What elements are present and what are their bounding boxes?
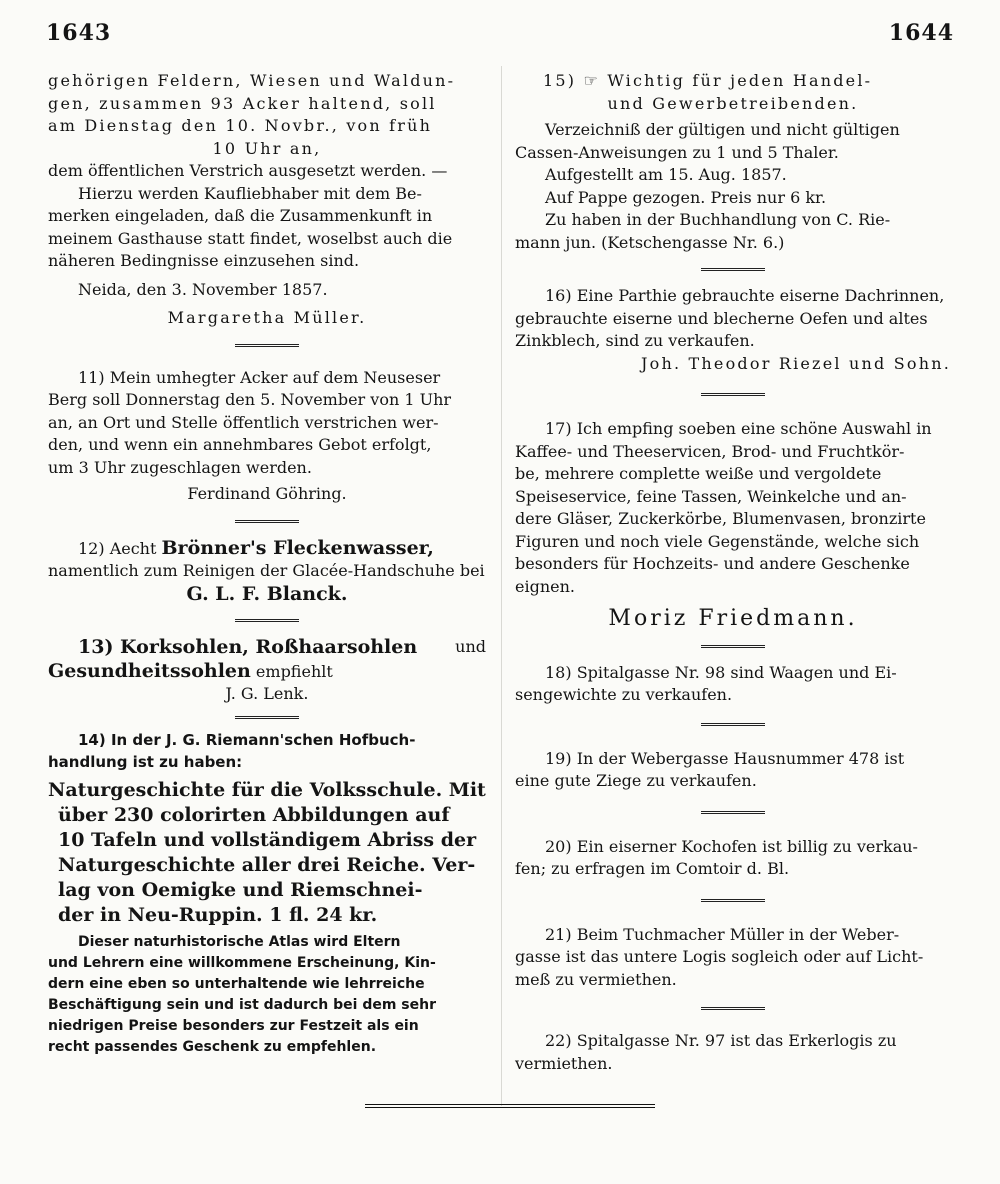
separator — [701, 268, 765, 271]
signature: Margaretha Müller. — [167, 308, 367, 327]
ad-13 — [48, 636, 486, 706]
left-column — [48, 70, 486, 1058]
text-line: über 230 colorirten Abbildungen auf — [58, 803, 450, 826]
ad-18 — [515, 662, 951, 707]
ad-17 — [515, 418, 951, 631]
seller-name: G. L. F. Blanck. — [186, 582, 348, 605]
text-line: 22) Spitalgasse Nr. 97 ist das Erkerlogis zu — [545, 1031, 897, 1050]
separator — [701, 393, 765, 396]
ad-15 — [515, 70, 951, 254]
book-title — [48, 778, 486, 928]
text-line: 16) Eine Parthie gebrauchte eiserne Dachrinnen, — [545, 286, 945, 305]
text-word: empfiehlt — [255, 661, 333, 681]
product-name: Brönner's Fleckenwasser, — [161, 536, 434, 559]
product-name: Gesundheitssohlen — [48, 659, 251, 682]
text-line: meß zu vermiethen. — [515, 969, 677, 989]
text-line: Aufgestellt am 15. Aug. 1857. — [545, 165, 787, 184]
text-line: 17) Ich empfing soeben eine schöne Auswahl in — [545, 419, 932, 438]
text-line: gehörigen Feldern, Wiesen und Waldun- — [48, 71, 456, 90]
text-line: und Lehrern eine willkommene Erscheinung, Kin- — [48, 954, 436, 971]
column-divider — [501, 66, 502, 1106]
text-line: 10 Uhr an, — [212, 138, 322, 158]
text-line: der in Neu-Ruppin. 1 fl. 24 kr. — [58, 903, 378, 926]
text-line: eignen. — [515, 576, 575, 596]
text-line: Naturgeschichte für die Volksschule. Mit — [48, 778, 486, 801]
text-line: dere Gläser, Zuckerkörbe, Blumenvasen, bronzirte — [515, 509, 926, 528]
page-number-right: 1644 — [888, 20, 954, 46]
text-line: Zu haben in der Buchhandlung von C. Rie- — [545, 210, 891, 229]
ad-21 — [515, 924, 951, 992]
text-line: Hierzu werden Kaufliebhaber mit dem Be- — [78, 183, 422, 203]
text-line: an, an Ort und Stelle öffentlich verstrichen wer- — [48, 412, 439, 432]
text-line: gen, zusammen 93 Acker haltend, soll — [48, 93, 437, 113]
ad-number: 12) Aecht — [78, 538, 157, 558]
text-line: be, mehrere complette weiße und vergoldete — [515, 464, 882, 483]
text-line: namentlich zum Reinigen der Glacée-Handschuhe bei — [48, 561, 485, 580]
text-line: Verzeichniß der gültigen und nicht gültigen — [545, 120, 900, 139]
text-line: fen; zu erfragen im Comtoir d. Bl. — [515, 859, 790, 878]
separator — [701, 1007, 765, 1010]
text-line: Figuren und noch viele Gegenstände, welche sich — [515, 531, 920, 551]
ad-16 — [515, 285, 951, 375]
signature: Moriz Friedmann. — [608, 606, 858, 631]
ad-22 — [515, 1030, 951, 1075]
text-line — [48, 660, 486, 684]
date-line: Neida, den 3. November 1857. — [78, 279, 328, 299]
text-line: näheren Bedingnisse einzusehen sind. — [48, 251, 360, 270]
book-description — [48, 932, 486, 1058]
text-line: recht passendes Geschenk zu empfehlen. — [48, 1038, 377, 1055]
separator — [235, 716, 299, 719]
text-line: Speiseservice, feine Tassen, Weinkelche und an- — [515, 486, 907, 506]
text-line: 14) In der J. G. Riemann'schen Hofbuch- — [78, 730, 416, 749]
separator — [701, 723, 765, 726]
text-line: mann jun. (Ketschengasse Nr. 6.) — [515, 232, 785, 252]
ad-10-continuation — [48, 70, 486, 330]
text-line: am Dienstag den 10. Novbr., von früh — [48, 116, 433, 135]
product-name: 13) Korksohlen, Roßhaarsohlen — [78, 636, 418, 658]
text-line: 11) Mein umhegter Acker auf dem Neuseser — [78, 367, 441, 387]
text-line: gasse ist das untere Logis sogleich oder auf Licht- — [515, 947, 924, 966]
text-line: 10 Tafeln und vollständigem Abriss der — [58, 828, 477, 851]
text-line: 15) ☞ Wichtig für jeden Handel- — [543, 71, 873, 90]
text-line: vermiethen. — [515, 1053, 613, 1073]
signature: Joh. Theodor Riezel und Sohn. — [641, 353, 951, 373]
text-line: Beschäftigung sein und ist dadurch bei dem sehr — [48, 996, 437, 1013]
text-line — [48, 636, 486, 660]
separator — [701, 645, 765, 648]
text-line — [48, 537, 486, 561]
text-line: gebrauchte eiserne und blecherne Oefen und altes — [515, 308, 928, 328]
text-line: Auf Pappe gezogen. Preis nur 6 kr. — [545, 187, 827, 207]
end-rule — [365, 1104, 655, 1108]
page-number-left: 1643 — [46, 20, 112, 46]
signature: Ferdinand Göhring. — [187, 484, 347, 503]
text-word: und — [455, 637, 486, 656]
ad-12 — [48, 537, 486, 606]
ad-14 — [48, 729, 486, 1058]
text-line: um 3 Uhr zugeschlagen werden. — [48, 457, 312, 477]
separator — [235, 520, 299, 523]
seller-name: J. G. Lenk. — [225, 684, 309, 703]
separator — [235, 619, 299, 622]
text-line: Cassen-Anweisungen zu 1 und 5 Thaler. — [515, 142, 839, 162]
text-line: 18) Spitalgasse Nr. 98 sind Waagen und Ei- — [545, 662, 897, 682]
right-column — [515, 70, 951, 1075]
text-line: Berg soll Donnerstag den 5. November von 1 Uhr — [48, 390, 452, 409]
ad-11 — [48, 367, 486, 506]
text-line: besonders für Hochzeits- und andere Geschenke — [515, 554, 910, 573]
text-line: handlung ist zu haben: — [48, 753, 243, 771]
text-line: Kaffee- und Theeservicen, Brod- und Fruchtkör- — [515, 441, 905, 461]
text-line: merken eingeladen, daß die Zusammenkunft in — [48, 206, 433, 225]
separator — [701, 899, 765, 902]
text-line: Dieser naturhistorische Atlas wird Eltern — [78, 933, 401, 950]
text-line: niedrigen Preise besonders zur Festzeit als ein — [48, 1017, 419, 1034]
text-line: 20) Ein eiserner Kochofen ist billig zu verkau- — [545, 836, 918, 856]
text-line: dern eine eben so unterhaltende wie lehrreiche — [48, 975, 425, 992]
text-line: sengewichte zu verkaufen. — [515, 685, 733, 704]
ad-19 — [515, 748, 951, 793]
separator — [235, 344, 299, 347]
separator — [701, 811, 765, 814]
text-line: und Gewerbetreibenden. — [607, 93, 859, 113]
ad-20 — [515, 836, 951, 881]
text-line: lag von Oemigke und Riemschnei- — [58, 878, 423, 901]
text-line: 19) In der Webergasse Hausnummer 478 ist — [545, 748, 905, 768]
text-line: Zinkblech, sind zu verkaufen. — [515, 331, 755, 350]
text-line: dem öffentlichen Verstrich ausgesetzt werden. — — [48, 161, 448, 180]
text-line: 21) Beim Tuchmacher Müller in der Weber- — [545, 924, 900, 944]
text-line: Naturgeschichte aller drei Reiche. Ver- — [58, 853, 476, 876]
text-line: eine gute Ziege zu verkaufen. — [515, 771, 757, 790]
text-line: meinem Gasthause statt findet, woselbst auch die — [48, 228, 453, 248]
text-line: den, und wenn ein annehmbares Gebot erfolgt, — [48, 435, 432, 454]
